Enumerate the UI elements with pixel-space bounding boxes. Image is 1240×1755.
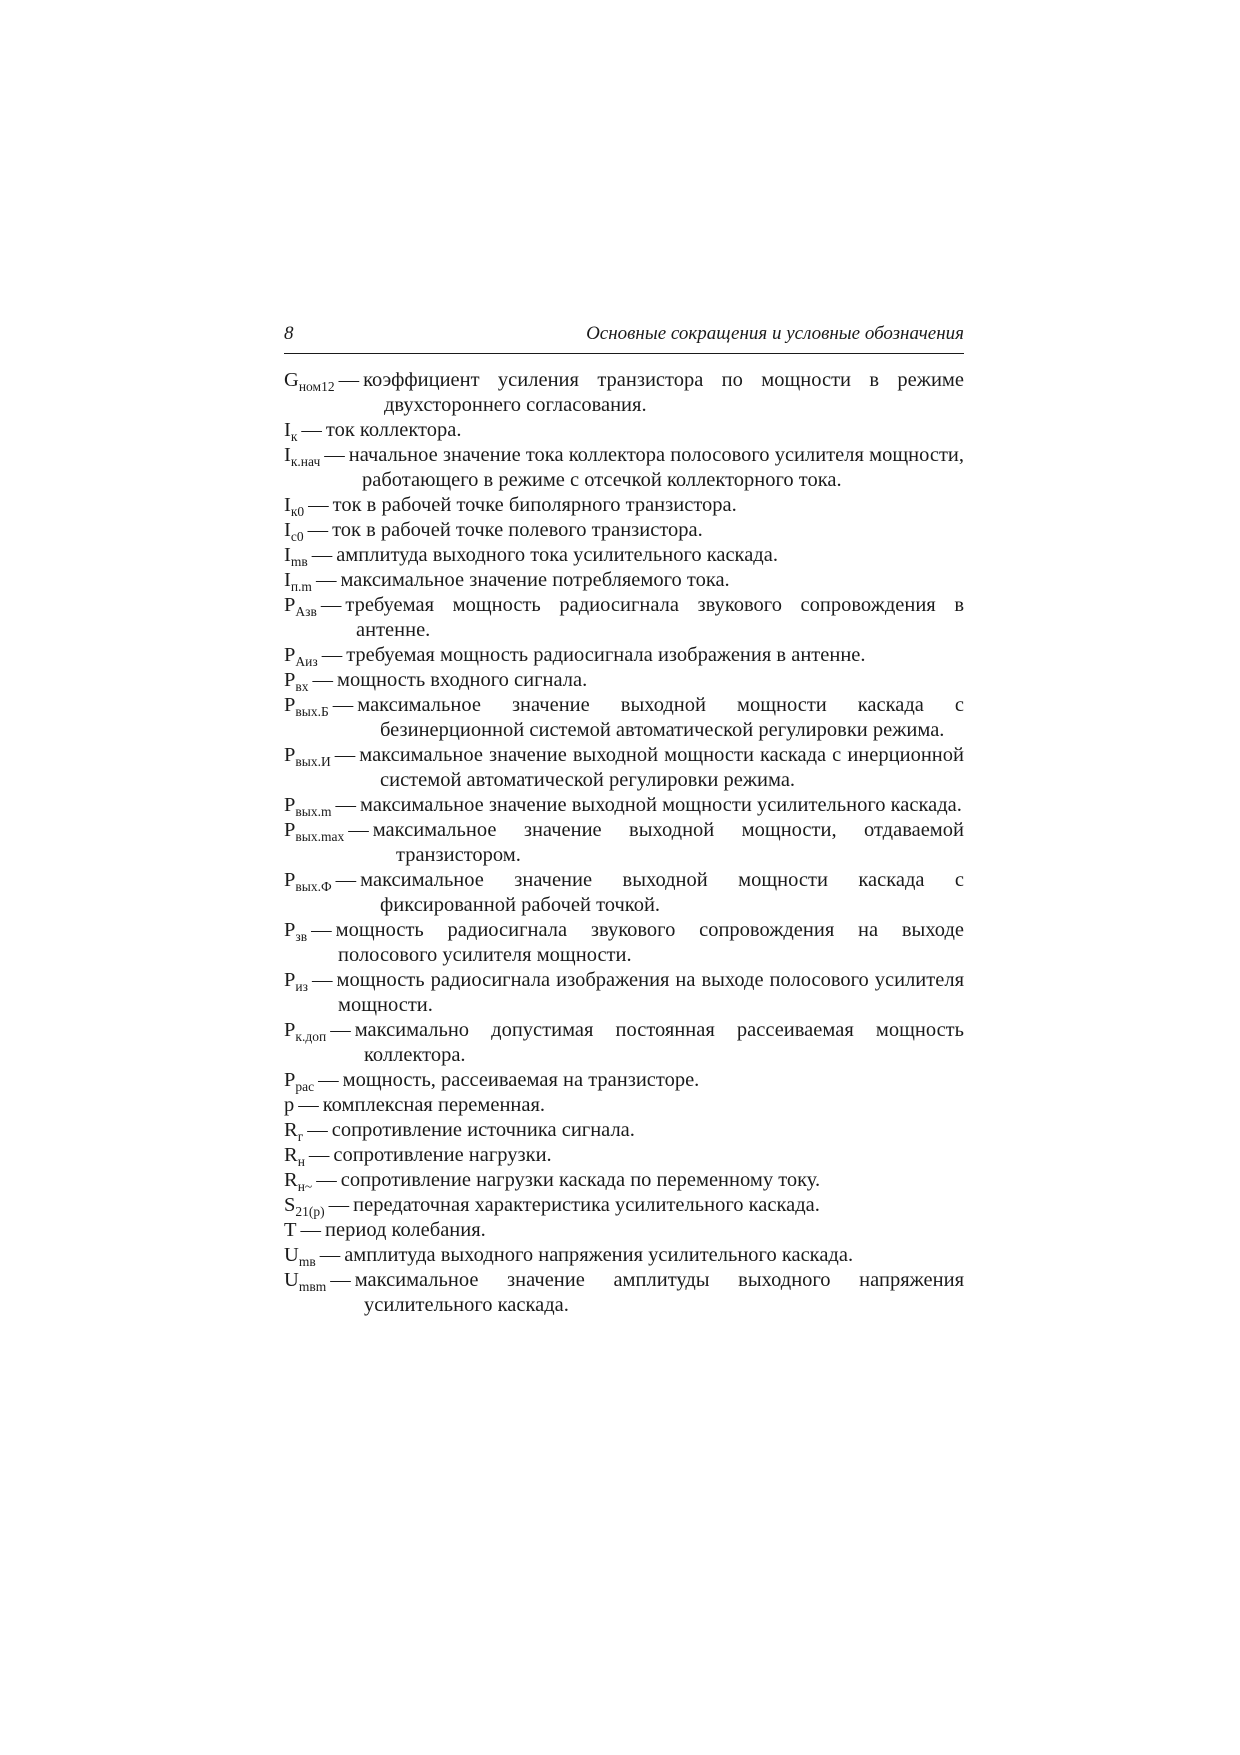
em-dash: —	[332, 694, 354, 716]
definition-text: передаточная характеристика усилительного каскада.	[353, 1194, 820, 1216]
em-dash: —	[300, 1219, 322, 1241]
symbol-subscript: вх	[295, 679, 309, 694]
symbol-subscript: к.доп	[295, 1029, 327, 1044]
em-dash: —	[301, 419, 322, 441]
definition-text: максимальное значение выходной мощности усилительного каскада.	[359, 794, 962, 816]
em-dash: —	[330, 1269, 351, 1291]
symbol	[284, 1094, 294, 1116]
abbreviation-entry	[284, 1068, 964, 1093]
symbol	[284, 444, 321, 469]
symbol-subscript: к	[290, 429, 298, 444]
abbreviation-entry	[284, 1193, 964, 1218]
abbreviation-entry	[284, 818, 964, 868]
definition-text: максимальное значение выходной мощности каскада с безинерционной системой автоматической регулировки режима.	[357, 694, 964, 741]
symbol-base: I	[284, 494, 291, 516]
definition-text: требуемая мощность радиосигнала звукового сопровождения в антенне.	[345, 594, 964, 641]
definition-text: сопротивление источника сигнала.	[331, 1119, 635, 1141]
em-dash: —	[319, 1244, 341, 1266]
symbol-base: R	[284, 1169, 298, 1191]
symbol-base: P	[284, 694, 296, 716]
symbol	[284, 494, 305, 519]
em-dash: —	[308, 1144, 330, 1166]
definition-text: период колебания.	[325, 1219, 486, 1241]
em-dash: —	[335, 869, 357, 891]
symbol-base: P	[284, 744, 296, 766]
definition-text: амплитуда выходного тока усилительного каскада.	[336, 544, 778, 566]
symbol	[284, 744, 331, 769]
symbol-subscript: mв	[298, 1254, 316, 1269]
em-dash: —	[335, 794, 356, 816]
symbol-base: P	[284, 1069, 296, 1091]
abbreviation-entry	[284, 443, 964, 493]
symbol-subscript: г	[297, 1129, 304, 1144]
symbol-base: I	[284, 569, 291, 591]
abbreviation-entry	[284, 1118, 964, 1143]
symbol-subscript: вых.max	[295, 829, 345, 844]
symbol-base: P	[284, 819, 296, 841]
em-dash: —	[316, 1169, 337, 1191]
symbol	[284, 1019, 327, 1044]
abbreviation-entry	[284, 643, 964, 668]
em-dash: —	[320, 594, 342, 616]
em-dash: —	[338, 369, 360, 391]
definition-text: коэффициент усиления транзистора по мощности в режиме двухстороннего согласования.	[363, 369, 964, 416]
symbol	[284, 644, 318, 669]
abbreviation-entry	[284, 918, 964, 968]
symbol-subscript: н~	[297, 1179, 313, 1194]
abbreviation-entry	[284, 1093, 964, 1118]
abbreviation-entry	[284, 1268, 964, 1318]
em-dash: —	[307, 1119, 328, 1141]
symbol-subscript: mв	[290, 554, 308, 569]
symbol-subscript: к0	[290, 504, 305, 519]
definition-text: максимальное значение выходной мощности каскада с фиксированной рабочей точкой.	[360, 869, 964, 916]
symbol-base: P	[284, 644, 296, 666]
symbol	[284, 1069, 315, 1094]
definition-text: максимальное значение амплитуды выходного напряжения усилительного каскада.	[354, 1269, 964, 1316]
symbol-base: P	[284, 869, 296, 891]
symbol	[284, 1219, 297, 1241]
symbol	[284, 1144, 305, 1169]
definition-text: максимально допустимая постоянная рассеиваемая мощность коллектора.	[354, 1019, 964, 1066]
symbol-base: P	[284, 919, 296, 941]
symbol-subscript: зв	[295, 929, 308, 944]
em-dash: —	[324, 444, 345, 466]
em-dash: —	[312, 669, 334, 691]
symbol-subscript: ном12	[298, 379, 335, 394]
symbol	[284, 969, 308, 994]
em-dash: —	[311, 544, 333, 566]
document-page	[284, 322, 964, 1318]
symbol-base: I	[284, 544, 291, 566]
symbol-subscript: вых.Б	[295, 704, 329, 719]
symbol-base: P	[284, 1019, 296, 1041]
abbreviation-entry	[284, 968, 964, 1018]
page-number: 8	[284, 323, 294, 344]
abbreviation-entry	[284, 418, 964, 443]
symbol-base: p	[284, 1094, 295, 1116]
em-dash: —	[298, 1094, 319, 1116]
symbol-subscript: вых.Ф	[295, 879, 332, 894]
symbol	[284, 669, 309, 694]
symbol-base: G	[284, 369, 299, 391]
symbol-subscript: Азв	[295, 604, 317, 619]
symbol-base: T	[284, 1219, 297, 1241]
definition-text: ток в рабочей точке биполярного транзистора.	[332, 494, 737, 516]
symbol	[284, 519, 304, 544]
symbol-base: P	[284, 794, 296, 816]
definition-text: мощность радиосигнала изображения на выходе полосового усилителя мощности.	[336, 969, 964, 1016]
symbol-base: I	[284, 519, 291, 541]
symbol	[284, 869, 332, 894]
abbreviation-entry	[284, 1218, 964, 1243]
symbol	[284, 1194, 325, 1219]
symbol	[284, 594, 317, 619]
symbol-base: R	[284, 1144, 298, 1166]
symbol-base: I	[284, 444, 291, 466]
symbol	[284, 694, 329, 719]
symbol-base: P	[284, 969, 296, 991]
symbol-subscript: рас	[295, 1079, 315, 1094]
symbol-subscript: 21(p)	[295, 1204, 325, 1219]
abbreviation-entry	[284, 368, 964, 418]
symbol-subscript: с0	[290, 529, 304, 544]
definition-text: сопротивление нагрузки.	[333, 1144, 552, 1166]
em-dash: —	[308, 494, 329, 516]
abbreviation-entry	[284, 1243, 964, 1268]
symbol-subscript: mвm	[298, 1279, 327, 1294]
em-dash: —	[311, 969, 333, 991]
symbol-subscript: Аиз	[295, 654, 318, 669]
symbol-subscript: вых.m	[295, 804, 332, 819]
definition-text: максимальное значение выходной мощности, отдаваемой транзистором.	[372, 819, 964, 866]
em-dash: —	[307, 519, 329, 541]
symbol-base: U	[284, 1244, 299, 1266]
definition-text: мощность входного сигнала.	[337, 669, 588, 691]
symbol-base: U	[284, 1269, 299, 1291]
abbreviation-entry	[284, 568, 964, 593]
symbol	[284, 569, 312, 594]
abbreviation-entry	[284, 668, 964, 693]
running-title: Основные сокращения и условные обозначения	[586, 323, 964, 344]
symbol	[284, 819, 345, 844]
symbol	[284, 1169, 313, 1194]
em-dash: —	[311, 919, 332, 941]
definition-text: максимальное значение потребляемого тока.	[340, 569, 730, 591]
abbreviation-entry	[284, 543, 964, 568]
abbreviation-entry	[284, 1018, 964, 1068]
em-dash: —	[348, 819, 369, 841]
symbol-base: S	[284, 1194, 296, 1216]
abbreviation-list	[284, 368, 964, 1318]
symbol	[284, 1244, 316, 1269]
symbol-base: I	[284, 419, 291, 441]
symbol	[284, 919, 308, 944]
symbol	[284, 369, 335, 394]
definition-text: ток коллектора.	[325, 419, 462, 441]
abbreviation-entry	[284, 868, 964, 918]
abbreviation-entry	[284, 593, 964, 643]
definition-text: сопротивление нагрузки каскада по переменному току.	[340, 1169, 821, 1191]
em-dash: —	[318, 1069, 339, 1091]
symbol-base: R	[284, 1119, 298, 1141]
em-dash: —	[321, 644, 343, 666]
symbol	[284, 1119, 304, 1144]
em-dash: —	[315, 569, 337, 591]
definition-text: мощность радиосигнала звукового сопровождения на выходе полосового усилителя мощности.	[335, 919, 964, 966]
abbreviation-entry	[284, 1143, 964, 1168]
symbol-subscript: н	[297, 1154, 305, 1169]
symbol	[284, 1269, 327, 1294]
definition-text: начальное значение тока коллектора полосового усилителя мощности, работающего в режиме с отсечкой коллекторного тока.	[348, 444, 964, 491]
em-dash: —	[330, 1019, 351, 1041]
symbol	[284, 544, 308, 569]
abbreviation-entry	[284, 1168, 964, 1193]
definition-text: ток в рабочей точке полевого транзистора.	[332, 519, 703, 541]
symbol-subscript: к.нач	[290, 454, 321, 469]
definition-text: мощность, рассеиваемая на транзисторе.	[342, 1069, 700, 1091]
symbol	[284, 794, 332, 819]
abbreviation-entry	[284, 793, 964, 818]
symbol-base: P	[284, 594, 296, 616]
symbol-subscript: п.m	[290, 579, 312, 594]
em-dash: —	[334, 744, 356, 766]
symbol	[284, 419, 298, 444]
symbol-subscript: вых.И	[295, 754, 331, 769]
definition-text: амплитуда выходного напряжения усилительного каскада.	[344, 1244, 854, 1266]
abbreviation-entry	[284, 743, 964, 793]
abbreviation-entry	[284, 493, 964, 518]
running-header	[284, 322, 964, 354]
definition-text: максимальное значение выходной мощности каскада с инерционной системой автоматической регулировки режима.	[359, 744, 964, 791]
abbreviation-entry	[284, 693, 964, 743]
definition-text: требуемая мощность радиосигнала изображения в антенне.	[346, 644, 866, 666]
abbreviation-entry	[284, 518, 964, 543]
symbol-subscript: из	[295, 979, 308, 994]
symbol-base: P	[284, 669, 296, 691]
em-dash: —	[328, 1194, 350, 1216]
definition-text: комплексная переменная.	[322, 1094, 546, 1116]
